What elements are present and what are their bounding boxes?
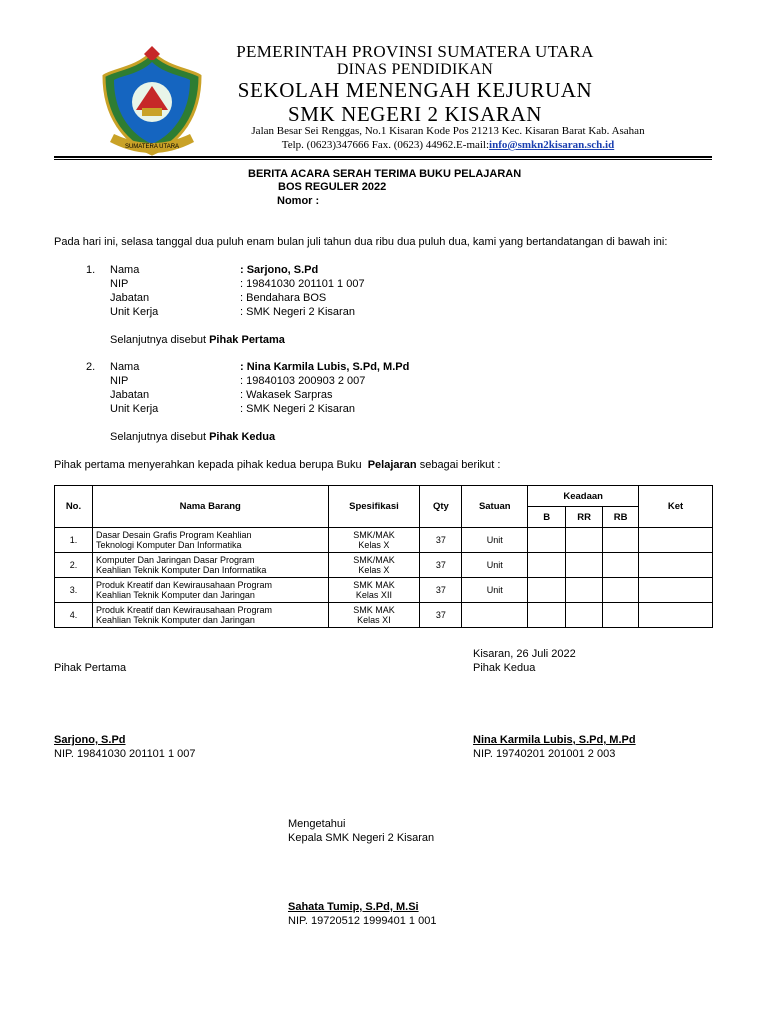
row-rb [603, 528, 639, 553]
party2-number: 2. [86, 361, 96, 373]
row-ket [639, 603, 713, 628]
province-emblem-logo [96, 46, 208, 158]
party2-role: Pihak Kedua [209, 431, 276, 443]
email-link[interactable]: info@smkn2kisaran.sch.id [489, 139, 615, 151]
header-spesifikasi: Spesifikasi [328, 486, 420, 528]
row-ket [639, 578, 713, 603]
row-satuan: Unit [462, 528, 528, 553]
header-b: B [528, 507, 566, 528]
handover-post: sebagai berikut : [419, 459, 501, 471]
designation-label: Selanjutnya disebut [110, 334, 207, 346]
row-nama: Produk Kreatif dan Kewirausahaan Program Keahlian Teknik Komputer dan Jaringan [92, 578, 328, 603]
address-line: Jalan Besar Sei Renggas, No.1 Kisaran Kode Pos 21213 Kec. Kisaran Barat Kab. Asahan [251, 125, 645, 137]
party2-unit: : SMK Negeri 2 Kisaran [240, 403, 355, 415]
row-spesifikasi: SMK/MAK Kelas X [328, 528, 420, 553]
headmaster-title: Kepala SMK Negeri 2 Kisaran [288, 832, 435, 844]
row-rr [566, 578, 603, 603]
header-nama-barang: Nama Barang [92, 486, 328, 528]
party1-label-nip: NIP [110, 278, 129, 290]
party1-unit: : SMK Negeri 2 Kisaran [240, 306, 355, 318]
phone-fax: Telp. (0623)347666 Fax. (0623) 44962.E-mail: [281, 139, 490, 151]
items-table [54, 485, 713, 628]
header-rb: RB [603, 507, 639, 528]
row-rb [603, 553, 639, 578]
letterhead-department: DINAS PENDIDIKAN [336, 61, 494, 78]
row-nama: Produk Kreatif dan Kewirausahaan Program Keahlian Teknik Komputer dan Jaringan [92, 603, 328, 628]
header-qty: Qty [420, 486, 462, 528]
party1-designation [110, 334, 285, 347]
headmaster-name: Sahata Tumip, S.Pd, M.Si [288, 901, 419, 913]
left-signatory-nip: NIP. 19841030 201101 1 007 [54, 748, 196, 760]
row-qty: 37 [420, 528, 462, 553]
party2-label-jabatan: Jabatan [110, 389, 150, 401]
place-date: Kisaran, 26 Juli 2022 [473, 648, 576, 660]
party2-label-unit: Unit Kerja [110, 403, 159, 415]
table-row [55, 528, 713, 553]
party2-jabatan: : Wakasek Sarpras [240, 389, 333, 401]
left-signatory-role: Pihak Pertama [54, 662, 127, 674]
row-rr [566, 553, 603, 578]
letterhead-rule-thin [54, 159, 712, 160]
document-number: Nomor : [277, 195, 320, 207]
party1-nip: : 19841030 201101 1 007 [240, 278, 365, 290]
headmaster-nip: NIP. 19720512 1999401 1 001 [288, 915, 437, 927]
row-no: 3. [55, 578, 93, 603]
party1-label-nama: Nama [110, 264, 140, 276]
party1-label-unit: Unit Kerja [110, 306, 159, 318]
intro-paragraph: Pada hari ini, selasa tanggal dua puluh enam bulan juli tahun dua ribu dua puluh dua, kami yang bertandatangan di bawah ini: [54, 236, 668, 248]
row-b [528, 578, 566, 603]
letterhead-rule-thick [54, 156, 712, 158]
party2-label-nip: NIP [110, 375, 129, 387]
row-spesifikasi: SMK/MAK Kelas X [328, 553, 420, 578]
right-signatory-role: Pihak Kedua [473, 662, 536, 674]
party1-role: Pihak Pertama [209, 334, 285, 346]
row-rb [603, 578, 639, 603]
row-no: 2. [55, 553, 93, 578]
header-satuan: Satuan [462, 486, 528, 528]
party2-nip: : 19840103 200903 2 007 [240, 375, 366, 387]
row-b [528, 553, 566, 578]
party1-number: 1. [86, 264, 96, 276]
right-signatory-name: Nina Karmila Lubis, S.Pd, M.Pd [473, 734, 636, 746]
document-subtitle: BOS REGULER 2022 [278, 181, 387, 193]
table-row [55, 578, 713, 603]
party2-designation [110, 431, 275, 444]
row-satuan: Unit [462, 578, 528, 603]
header-rr: RR [566, 507, 603, 528]
row-rr [566, 603, 603, 628]
row-rr [566, 528, 603, 553]
handover-pre: Pihak pertama menyerahkan kepada pihak kedua berupa Buku [54, 459, 362, 471]
row-nama: Komputer Dan Jaringan Dasar Program Keahlian Teknik Komputer Dan Informatika [92, 553, 328, 578]
party2-nama: : Nina Karmila Lubis, S.Pd, M.Pd [240, 361, 410, 373]
letterhead-government: PEMERINTAH PROVINSI SUMATERA UTARA [236, 42, 594, 61]
letterhead-school-name: SMK NEGERI 2 KISARAN [287, 102, 543, 126]
handover-sentence [54, 459, 500, 472]
row-spesifikasi: SMK MAK Kelas XI [328, 603, 420, 628]
right-signatory-nip: NIP. 19740201 201001 2 003 [473, 748, 616, 760]
header-keadaan: Keadaan [528, 486, 639, 507]
party2-label-nama: Nama [110, 361, 140, 373]
header-ket: Ket [639, 486, 713, 528]
handover-bold: Pelajaran [367, 459, 417, 471]
row-rb [603, 603, 639, 628]
letterhead [200, 42, 630, 126]
row-qty: 37 [420, 603, 462, 628]
party1-jabatan: : Bendahara BOS [240, 292, 327, 304]
row-qty: 37 [420, 553, 462, 578]
row-no: 1. [55, 528, 93, 553]
row-satuan [462, 603, 528, 628]
row-b [528, 603, 566, 628]
left-signatory-name: Sarjono, S.Pd [54, 734, 126, 746]
row-b [528, 528, 566, 553]
row-ket [639, 528, 713, 553]
row-ket [639, 553, 713, 578]
row-no: 4. [55, 603, 93, 628]
party1-nama: : Sarjono, S.Pd [240, 264, 319, 276]
letterhead-school-type: SEKOLAH MENENGAH KEJURUAN [237, 78, 593, 102]
table-row [55, 603, 713, 628]
party1-label-jabatan: Jabatan [110, 292, 150, 304]
row-spesifikasi: SMK MAK Kelas XII [328, 578, 420, 603]
table-row [55, 553, 713, 578]
row-qty: 37 [420, 578, 462, 603]
acknowledgement-label: Mengetahui [288, 818, 346, 830]
designation-label: Selanjutnya disebut [110, 431, 207, 443]
contact-line [218, 138, 678, 152]
document-title: BERITA ACARA SERAH TERIMA BUKU PELAJARAN [248, 168, 522, 180]
letterhead-address [218, 124, 678, 152]
row-nama: Dasar Desain Grafis Program Keahlian Teknologi Komputer Dan Informatika [92, 528, 328, 553]
row-satuan: Unit [462, 553, 528, 578]
header-no: No. [55, 486, 93, 528]
svg-text:SUMATERA UTARA: SUMATERA UTARA [124, 144, 180, 150]
